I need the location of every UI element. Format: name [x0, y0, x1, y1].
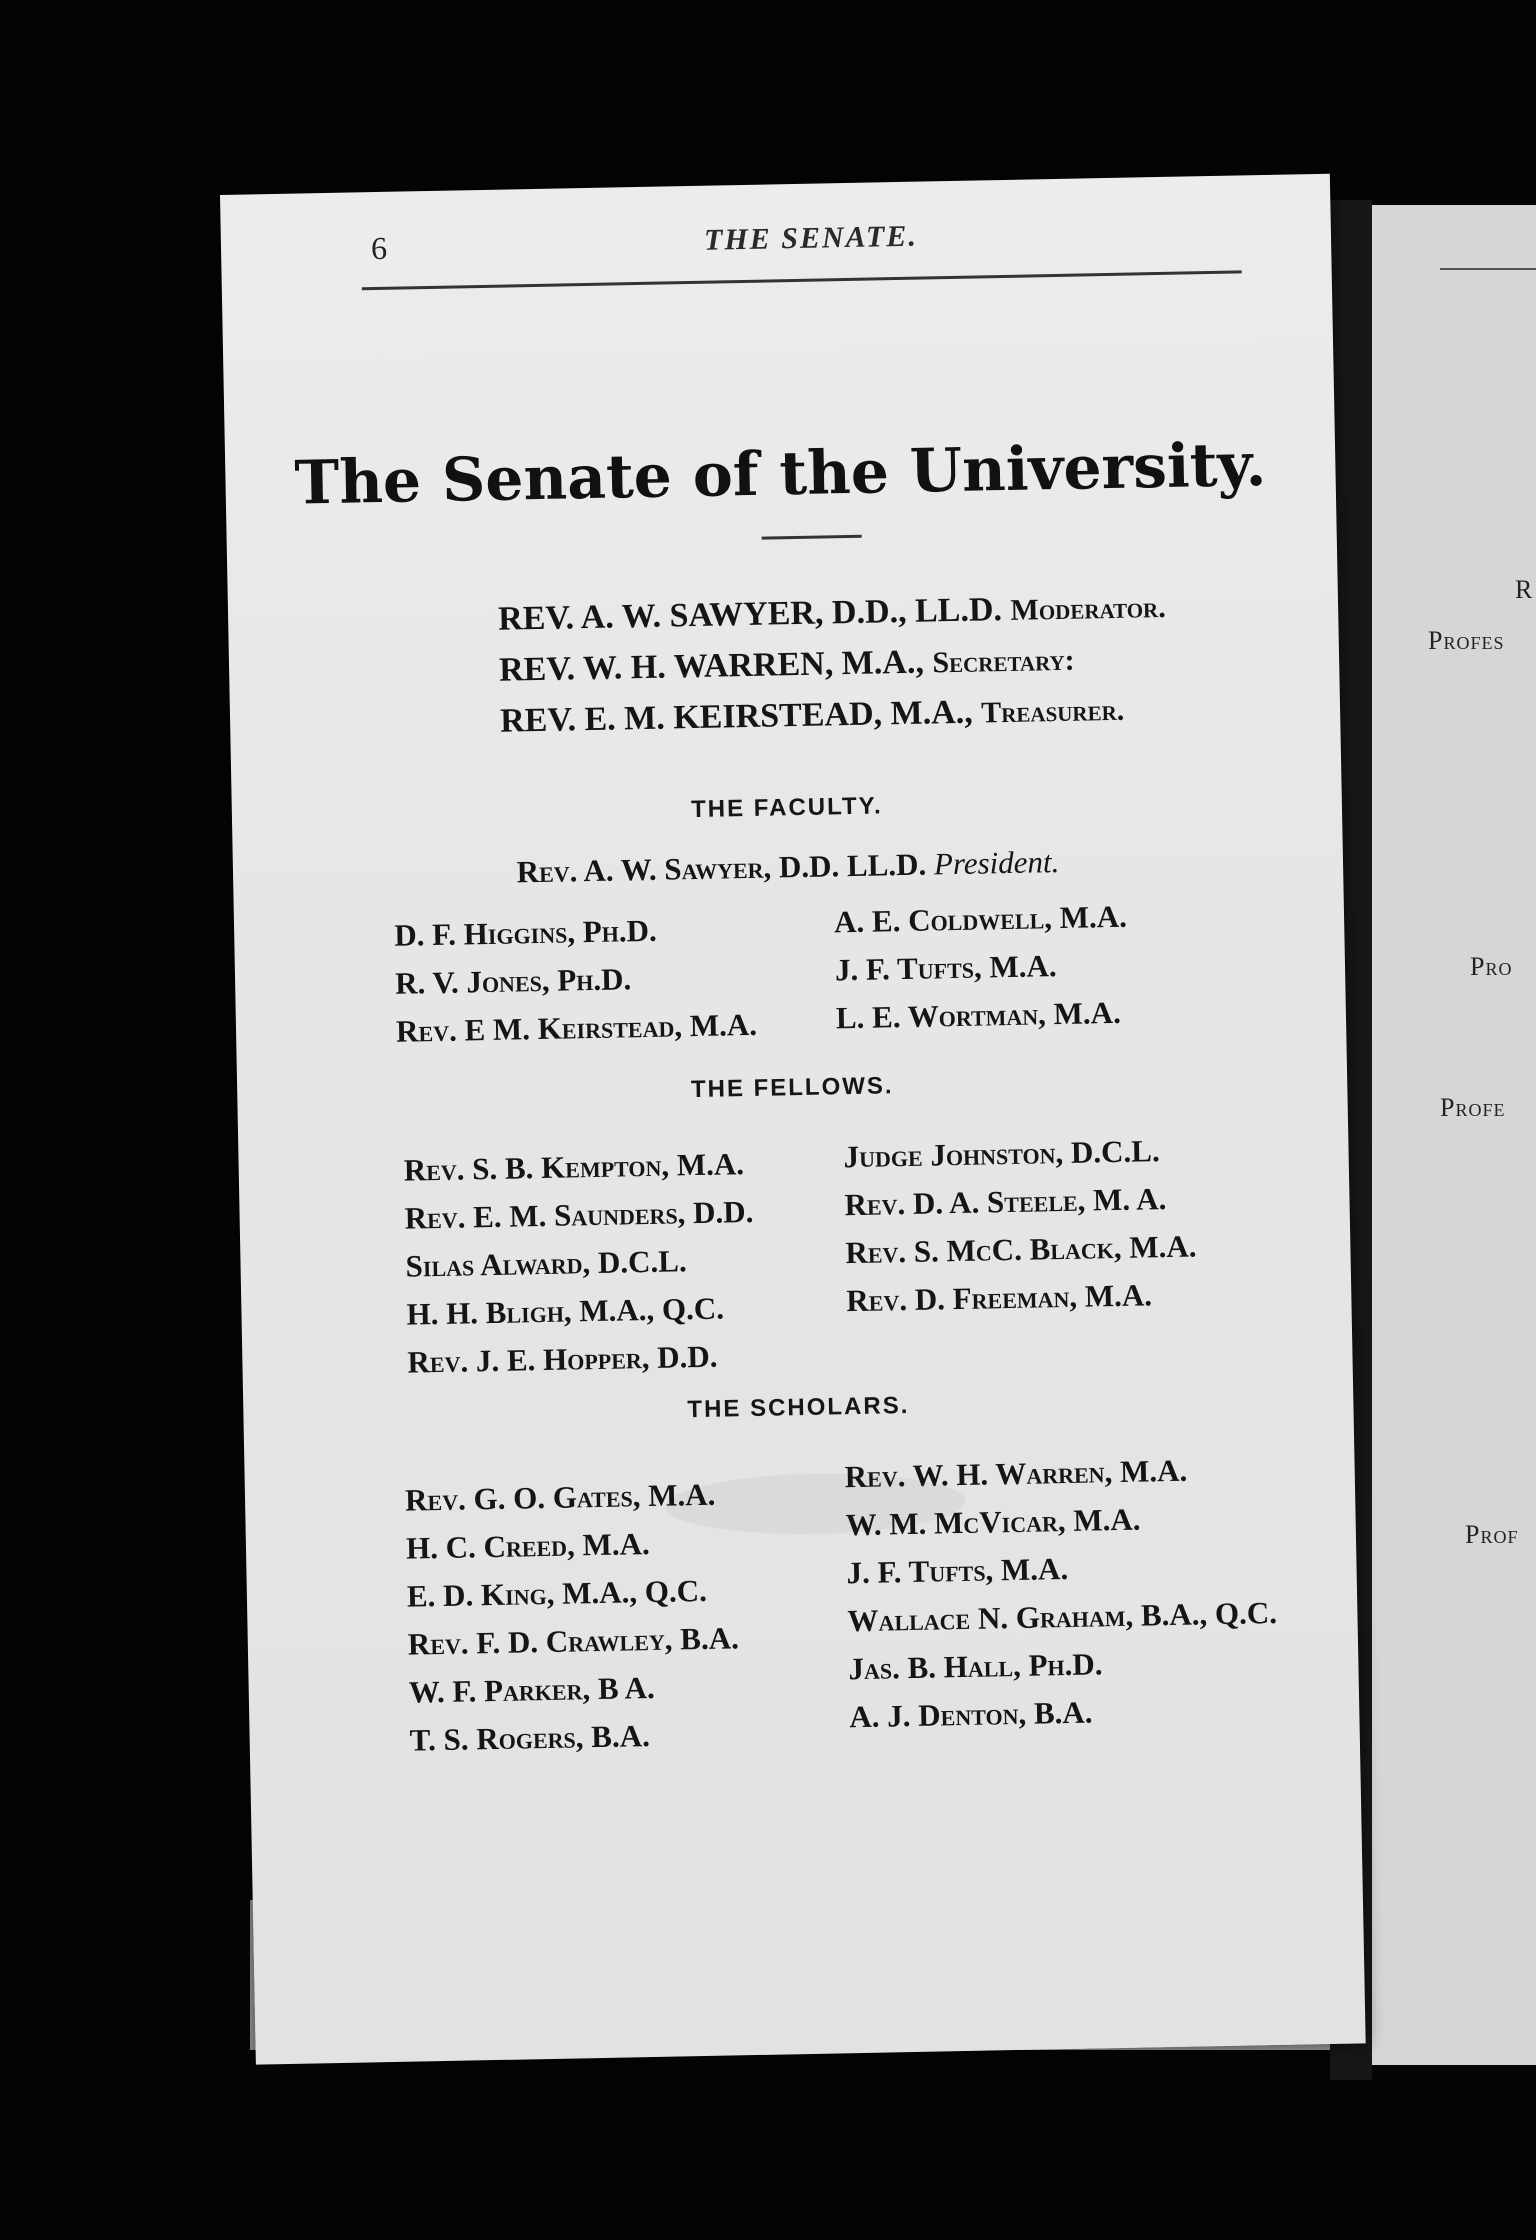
- title-rule: [762, 535, 862, 540]
- facing-page: [1372, 205, 1536, 2065]
- list-item: Rev. E M. Keirstead, M.A.: [395, 1006, 758, 1049]
- officer-name: REV. E. M. KEIRSTEAD, M.A.,: [499, 693, 974, 740]
- officer-name: REV. W. H. WARREN, M.A.,: [498, 643, 925, 689]
- list-item: Wallace N. Graham, B.A., Q.C.: [847, 1594, 1278, 1639]
- officer-name: REV. A. W. SAWYER, D.D., LL.D.: [497, 591, 1003, 638]
- list-item: A. E. Coldwell, M.A.: [833, 898, 1128, 940]
- list-item: Rev. J. E. Hopper, D.D.: [407, 1338, 718, 1380]
- list-item: H. C. Creed, M.A.: [405, 1526, 650, 1566]
- fellows-column-left: [403, 1140, 756, 1387]
- fellows-column-right: [843, 1126, 1198, 1325]
- list-item: W. F. Parker, B A.: [408, 1669, 656, 1710]
- list-item: T. S. Rogers, B.A.: [409, 1718, 651, 1758]
- officer-role: Secretary:: [932, 643, 1075, 680]
- list-item: Rev. F. D. Crawley, B.A.: [407, 1620, 740, 1662]
- list-item: Rev. S. B. Kempton, M.A.: [403, 1146, 745, 1188]
- scholars-column-left: [405, 1470, 741, 1764]
- faculty-column-right: [834, 893, 1130, 1043]
- president-title: President.: [933, 844, 1060, 882]
- officer-role: Moderator.: [1010, 590, 1166, 627]
- list-item: R. V. Jones, Ph.D.: [394, 961, 632, 1001]
- list-item: E. D. King, M.A., Q.C.: [406, 1572, 708, 1614]
- list-item: J. F. Tufts, M.A.: [846, 1550, 1069, 1591]
- list-item: D. F. Higgins, Ph.D.: [393, 912, 658, 953]
- document-page: [220, 174, 1366, 2065]
- list-item: Rev. D. A. Steele, M. A.: [844, 1181, 1167, 1223]
- header-rule: [362, 270, 1242, 290]
- running-head: THE SENATE.: [703, 219, 919, 257]
- list-item: Rev. W. H. Warren, M.A.: [844, 1452, 1188, 1495]
- section-heading-fellows: THE FELLOWS.: [690, 1072, 894, 1104]
- page-title: The Senate of the University.: [293, 429, 1267, 519]
- facing-page-fragment: Profe: [1440, 1093, 1506, 1122]
- list-item: Judge Johnston, D.C.L.: [843, 1133, 1160, 1175]
- facing-page-fragment: Profes: [1428, 626, 1505, 655]
- list-item: H. H. Bligh, M.A., Q.C.: [406, 1290, 725, 1332]
- list-item: Jas. B. Hall, Ph.D.: [848, 1646, 1103, 1687]
- page-header: [371, 213, 1252, 270]
- scholars-column-right: [844, 1445, 1279, 1741]
- list-item: Rev. S. McC. Black, M.A.: [845, 1228, 1197, 1271]
- officer-role: Treasurer.: [980, 693, 1125, 730]
- president-line: [233, 839, 1343, 896]
- list-item: Rev. D. Freeman, M.A.: [846, 1277, 1153, 1319]
- facing-page-fragment: R: [1515, 575, 1534, 604]
- list-item: L. E. Wortman, M.A.: [835, 994, 1122, 1036]
- page-number: 6: [370, 229, 388, 267]
- president-name: Rev. A. W. Sawyer, D.D. LL.D.: [516, 846, 927, 890]
- faculty-column-left: [394, 905, 758, 1056]
- list-item: A. J. Denton, B.A.: [848, 1694, 1093, 1735]
- list-item: Silas Alward, D.C.L.: [405, 1243, 687, 1284]
- list-item: J. F. Tufts, M.A.: [834, 948, 1057, 988]
- section-heading-scholars: THE SCHOLARS.: [687, 1391, 910, 1424]
- list-item: Rev. E. M. Saunders, D.D.: [404, 1193, 754, 1236]
- officers-list: [498, 582, 1168, 748]
- facing-page-fragment: Prof: [1465, 1520, 1519, 1549]
- list-item: W. M. McVicar, M.A.: [845, 1501, 1141, 1543]
- section-heading-faculty: THE FACULTY.: [690, 792, 883, 824]
- list-item: Rev. G. O. Gates, M.A.: [404, 1476, 716, 1518]
- facing-page-rule: [1440, 268, 1536, 270]
- facing-page-fragment: Pro: [1470, 952, 1513, 981]
